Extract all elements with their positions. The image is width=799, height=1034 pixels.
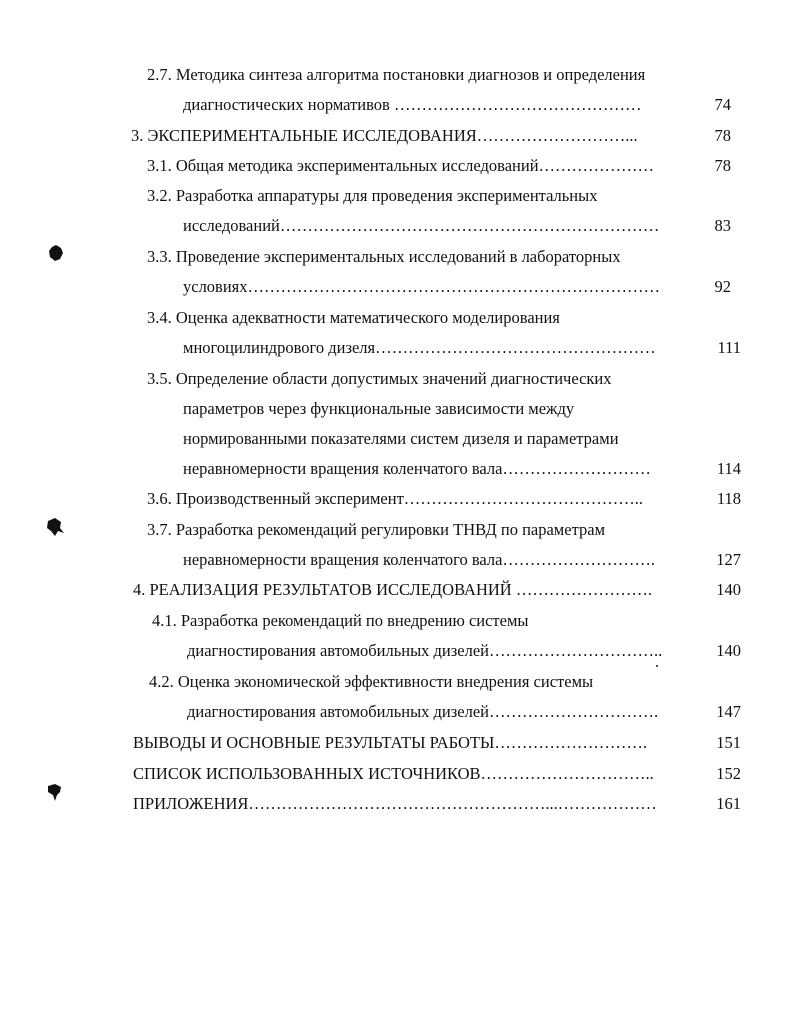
toc-page-number: 78 [714,156,731,175]
toc-page-number: 78 [714,126,731,145]
toc-line: 3.2. Разработка аппаратуры для проведения экспериментальных [147,186,598,205]
toc-line: 4. РЕАЛИЗАЦИЯ РЕЗУЛЬТАТОВ ИССЛЕДОВАНИЙ ……………………. [133,580,652,599]
toc-page-number: 118 [716,489,741,508]
toc-line: исследований…………………………………………………………… [183,216,660,235]
toc-line: параметров через функциональные зависимости между [183,399,575,418]
toc-line: 3.1. Общая методика экспериментальных исследований………………… [147,156,655,175]
scan-speck [656,665,658,667]
toc-line: ВЫВОДЫ И ОСНОВНЫЕ РЕЗУЛЬТАТЫ РАБОТЫ………………………. [133,733,647,752]
toc-line: неравномерности вращения коленчатого вала………………………. [183,550,656,569]
toc-line: 3. ЭКСПЕРИМЕНТАЛЬНЫЕ ИССЛЕДОВАНИЯ………………………... [131,126,638,145]
scan-blot [44,516,70,540]
toc-page-number: 147 [716,702,741,721]
toc-page-number: 151 [716,733,741,752]
toc-line: 3.5. Определение области допустимых значений диагностических [147,369,612,388]
scan-blot [44,782,66,804]
toc-page-number: 74 [714,95,731,114]
toc-line: 4.2. Оценка экономической эффективности внедрения системы [149,672,594,691]
toc-line: 3.4. Оценка адекватности математического моделирования [147,308,560,327]
toc-line: многоцилиндрового дизеля…………………………………………… [183,338,656,357]
toc-line: ПРИЛОЖЕНИЯ………………………………………………...……………… [133,794,657,813]
toc-page-number: 140 [716,580,741,599]
toc-line: 3.3. Проведение экспериментальных исследований в лабораторных [147,247,621,266]
toc-line: диагностирования автомобильных дизелей………………………….. [187,641,663,660]
toc-line: нормированными показателями систем дизеля и параметрами [183,429,619,448]
toc-page-number: 83 [714,216,731,235]
scan-blot [46,243,66,263]
toc-line: 3.6. Производственный эксперимент…………………………………….. [147,489,644,508]
toc-page-number: 140 [716,641,741,660]
toc-page-number: 92 [714,277,731,296]
toc-page-number: 152 [716,764,741,783]
toc-line: СПИСОК ИСПОЛЬЗОВАННЫХ ИСТОЧНИКОВ………………………….. [133,764,654,783]
toc-page-number: 161 [716,794,741,813]
toc-page-number: 127 [716,550,741,569]
toc-line: условиях………………………………………………………………… [183,277,661,296]
toc-line: 4.1. Разработка рекомендаций по внедрению системы [152,611,529,630]
toc-page-number: 111 [717,338,741,357]
toc-line: 3.7. Разработка рекомендаций регулировки ТНВД по параметрам [147,520,606,539]
toc-line: диагностических нормативов ……………………………………… [183,95,642,114]
toc-line: диагностирования автомобильных дизелей…………………………. [187,702,659,721]
toc-line: неравномерности вращения коленчатого вала……………………… [183,459,651,478]
toc-page-number: 114 [716,459,741,478]
toc-line: 2.7. Методика синтеза алгоритма постановки диагнозов и определения [147,65,646,84]
